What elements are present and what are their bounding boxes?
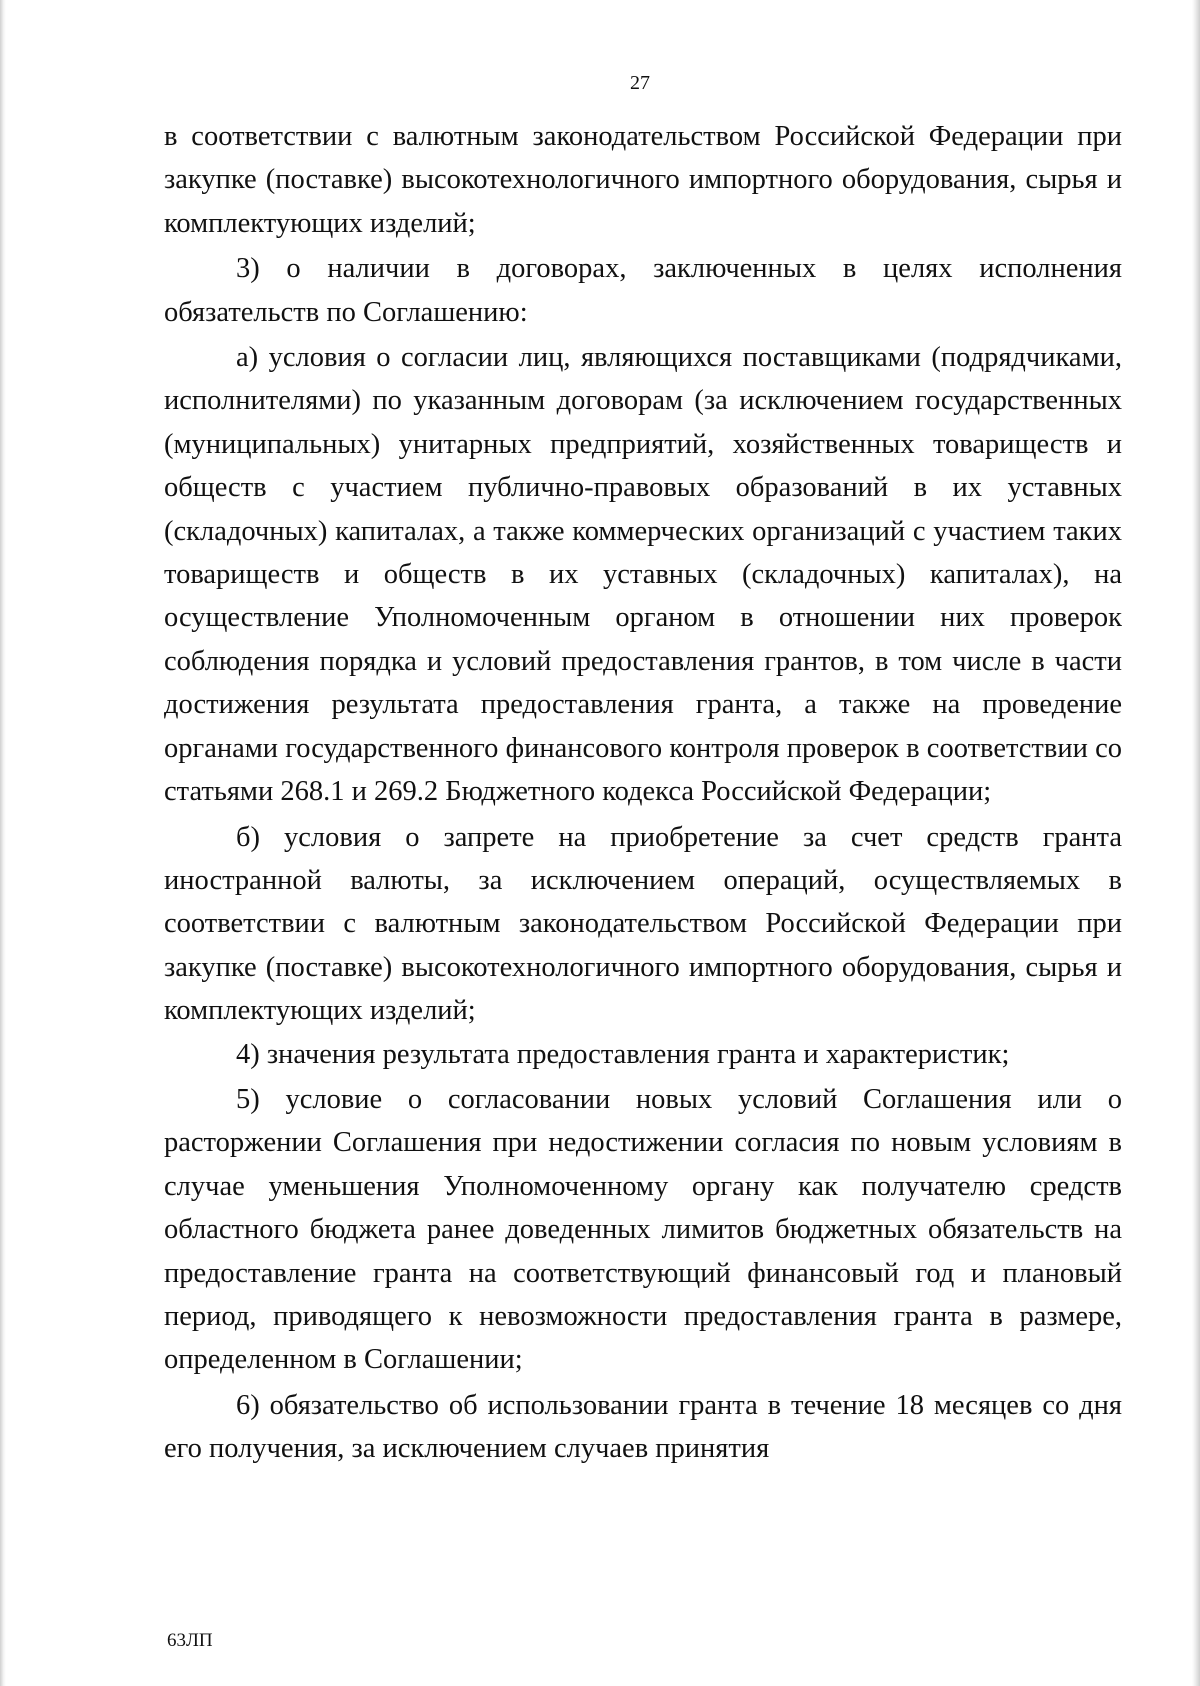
scan-edge-right [1192, 0, 1200, 1686]
document-body [164, 115, 1122, 1471]
paragraph-item-6: 6) обязательство об использовании гранта в течение 18 месяцев со дня его получения, за исключением случаев принятия [164, 1389, 1122, 1465]
paragraph-item-5: 5) условие о согласовании новых условий Соглашения или о расторжении Соглашения при недостижении согласия по новым условиям в случае уменьшения Уполномоченному органу как получателю средств областного бюджета ранее доведенных лимитов бюджетных обязательств на предоставление гранта на соответствующий финансовый год и плановый период, приводящего к невозможности предоставления гранта в размере, определенном в Соглашении; [164, 1083, 1122, 1376]
paragraph-item-3a: а) условия о согласии лиц, являющихся поставщиками (подрядчиками, исполнителями) по указанным договорам (за исключением государственных (муниципальных) унитарных предприятий, хозяйственных товариществ и обществ с участием публично-правовых образований в их уставных (складочных) капиталах, а также коммерческих организаций с участием таких товариществ и обществ в их уставных (складочных) капиталах), на осуществление Уполномоченным органом в отношении них проверок соблюдения порядка и условий предоставления грантов, в том числе в части достижения результата предоставления гранта, а также на проведение органами государственного финансового контроля проверок в соответствии со статьями 268.1 и 269.2 Бюджетного кодекса Российской Федерации; [164, 342, 1122, 808]
paragraph-item-3b: б) условия о запрете на приобретение за счет средств гранта иностранной валюты, за исключением операций, осуществляемых в соответствии с валютным законодательством Российской Федерации при закупке (поставке) высокотехнологичного импортного оборудования, сырья и комплектующих изделий; [164, 821, 1122, 1027]
paragraph-item-3: 3) о наличии в договорах, заключенных в целях исполнения обязательств по Соглашению: [164, 253, 1122, 328]
scan-edge-left [0, 0, 6, 1686]
paragraph-item-4: 4) значения результата предоставления гранта и характеристик; [236, 1038, 1010, 1070]
page-number: 27 [630, 72, 650, 94]
paragraph-continuation: в соответствии с валютным законодательством Российской Федерации при закупке (поставке) высокотехнологичного импортного оборудования, сырья и комплектующих изделий; [164, 121, 1122, 239]
footer-document-code: 63ЛП [167, 1630, 213, 1651]
